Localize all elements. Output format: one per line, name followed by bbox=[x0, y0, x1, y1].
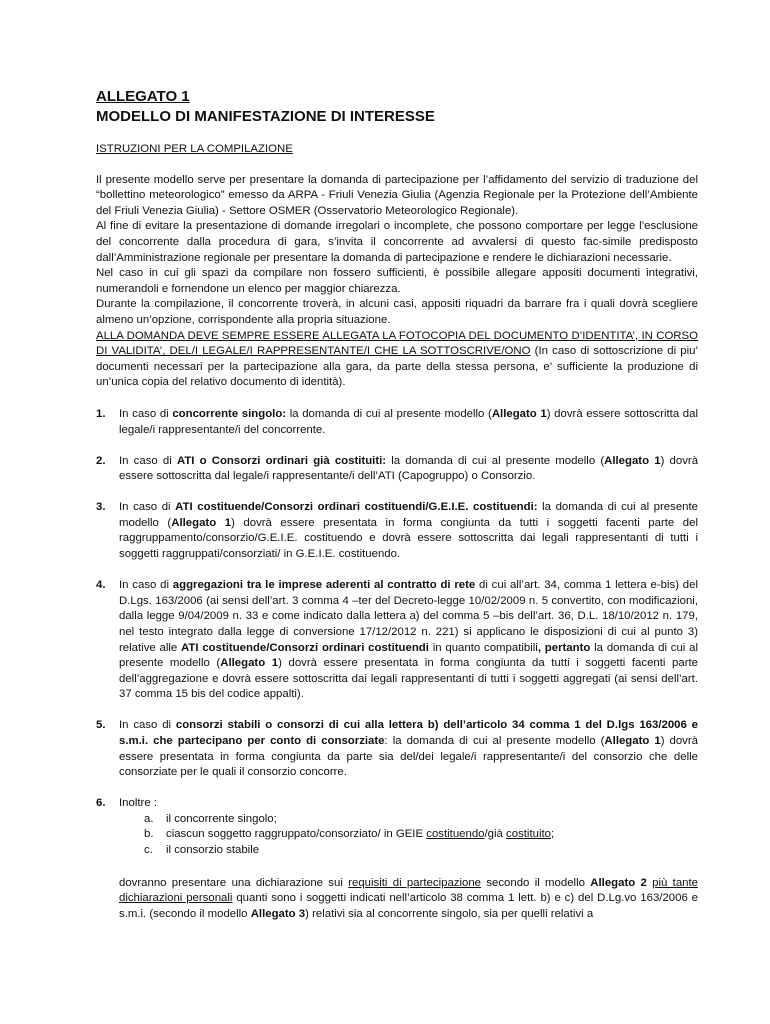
sub-list-item: a. il concorrente singolo; bbox=[144, 812, 277, 825]
list-item-text bbox=[119, 796, 698, 858]
list-item bbox=[96, 578, 698, 703]
list-item-number: 3. bbox=[96, 501, 106, 514]
intro-paragraph-attachments: Nel caso in cui gli spazi da compilare non fossero sufficienti, è possibile allegare appositi documenti integrativi, numerandoli e fornendone un elenco per maggior chiarezza. bbox=[96, 267, 698, 295]
list-item-text: In caso di ATI costituende/Consorzi ordinari costituendi/G.E.I.E. costituendi: la domanda di cui al presente modello (Allegato 1) dovrà essere presentata in forma congiunta da tutti i soggetti facenti parte del raggruppamento/consorzio/G.E.I.E. costituendo e dovrà essere sottoscritta dai legali rappresentanti di tutti i soggetti raggruppati/consorziati/ in G.E.I.E. costituendo. bbox=[119, 501, 698, 561]
sub-list-item: b. ciascun soggetto raggruppato/consorziato/ in GEIE costituendo/già costituito; bbox=[144, 828, 555, 841]
list-item-number: 4. bbox=[96, 579, 106, 592]
document-title-allegato: ALLEGATO 1 bbox=[96, 88, 190, 105]
cases-list bbox=[96, 407, 698, 859]
list-item bbox=[96, 407, 698, 438]
list-item-text: In caso di concorrente singolo: la domanda di cui al presente modello (Allegato 1) dovrà essere sottoscritta dal legale/i rappresentante/i del concorrente. bbox=[119, 407, 699, 436]
sub-list-item: c. il consorzio stabile bbox=[144, 844, 260, 857]
list-item bbox=[96, 454, 698, 485]
closing-paragraph: dovranno presentare una dichiarazione sui requisiti di partecipazione secondo il modello Allegato 2 più tante dichiarazioni personali quanti sono i soggetti indicati nell’articolo 38 comma 1 lett. b) e c) del D.Lg.vo 163/2006 e s.m.i. (secondo il modello Allegato 3) relativi sia al concorrente singolo, sia per quelli relativi a bbox=[119, 876, 698, 920]
identity-document-warning: ALLA DOMANDA DEVE SEMPRE ESSERE ALLEGATA LA FOTOCOPIA DEL DOCUMENTO D’IDENTITA’, IN CORSO DI VALIDITA’, DEL/I LEGALE/I RAPPRESENTANTE/I CHE LA SOTTOSCRIVE/ONO bbox=[96, 329, 698, 358]
list-item-number: 5. bbox=[96, 719, 106, 732]
intro-paragraph-identity-document bbox=[96, 329, 698, 391]
list-item-text: In caso di consorzi stabili o consorzi di cui alla lettera b) dell’articolo 34 comma 1 del D.lgs 163/2006 e s.m.i. che partecipano per conto di consorziate: la domanda di cui al presente modello (Allegato 1) dovrà essere presentata in forma congiunta da parte sia del/dei legale/i rappresentante/i del consorzio che delle consorziate per le quali il consorzio concorre. bbox=[119, 719, 699, 779]
sub-list bbox=[144, 812, 698, 859]
list-item-number: 6. bbox=[96, 797, 106, 810]
list-item-text: In caso di aggregazioni tra le imprese aderenti al contratto di rete di cui all’art. 34, comma 1 lettera e-bis) del D.Lgs. 163/2006 (ai sensi dell’art. 3 comma 4 –ter del Decreto-legge 10/02/2009 n. 5 convertito, con modificazioni, dalla legge 9/04/2009 n. 33 e come indicato dalla lettera a) del comma 5 –bis dell’art. 36, D.L. 18/10/2012 n. 179, nel testo integrato dalla legge di conversione 17/12/2012 n. 221) si applicano le disposizioni di cui al punto 3) relative alle ATI costituende/Consorzi ordinari costituendi in quanto compatibili, pertanto la domanda di cui al presente modello (Allegato 1) dovrà essere presentata in forma congiunta da tutti i soggetti facenti parte dell’aggregazione e dovrà essere sottoscritta dai legali rappresentanti di tutti i soggetti aggregati (ai sensi dell’art. 37 comma 15 bis del codice appalti). bbox=[119, 579, 698, 701]
identity-document-note: (In caso di sottoscrizione di piu’ documenti necessari per la partecipazione alla gara, da parte della stessa persona, e’ sufficiente la produzione di un’unica copia del relativo documento di identità). bbox=[96, 345, 698, 389]
intro-paragraph-checkboxes: Durante la compilazione, il concorrente troverà, in alcuni casi, appositi riquadri da barrare fra i quali dovrà scegliere almeno un’opzione, corrispondente alla propria situazione. bbox=[96, 298, 698, 326]
list-item-number: 1. bbox=[96, 407, 106, 420]
intro-paragraph-avoid-errors: Al fine di evitare la presentazione di domande irregolari o incomplete, che possono comportare per legge l’esclusione del concorrente dalla procedura di gara, s’invita il concorrente ad avvalersi di questo fac-simile predisposto dall’Amministrazione regionale per presentare la domanda di partecipazione e rendere le dichiarazioni necessarie. bbox=[96, 220, 698, 264]
list-item bbox=[96, 718, 698, 780]
document-title-modello: MODELLO DI MANIFESTAZIONE DI INTERESSE bbox=[96, 108, 435, 125]
list-item-number: 2. bbox=[96, 454, 106, 467]
intro-paragraph-purpose: Il presente modello serve per presentare la domanda di partecipazione per l’affidamento del servizio di traduzione del “bollettino meteorologico” emesso da ARPA - Friuli Venezia Giulia (Agenzia Regionale per la Protezione dell’Ambiente del Friuli Venezia Giulia) - Settore OSMER (Osservatorio Meteorologico Regionale). bbox=[96, 173, 698, 217]
list-item-intro: Inoltre : bbox=[119, 797, 157, 810]
instructions-heading: ISTRUZIONI PER LA COMPILAZIONE bbox=[96, 143, 293, 155]
list-item bbox=[96, 500, 698, 562]
list-item-text: In caso di ATI o Consorzi ordinari già costituiti: la domanda di cui al presente modello (Allegato 1) dovrà essere sottoscritta dal legale/i rappresentante/i dell’ATI (Capogruppo) o Consorzio. bbox=[119, 454, 699, 483]
list-item bbox=[96, 796, 698, 858]
